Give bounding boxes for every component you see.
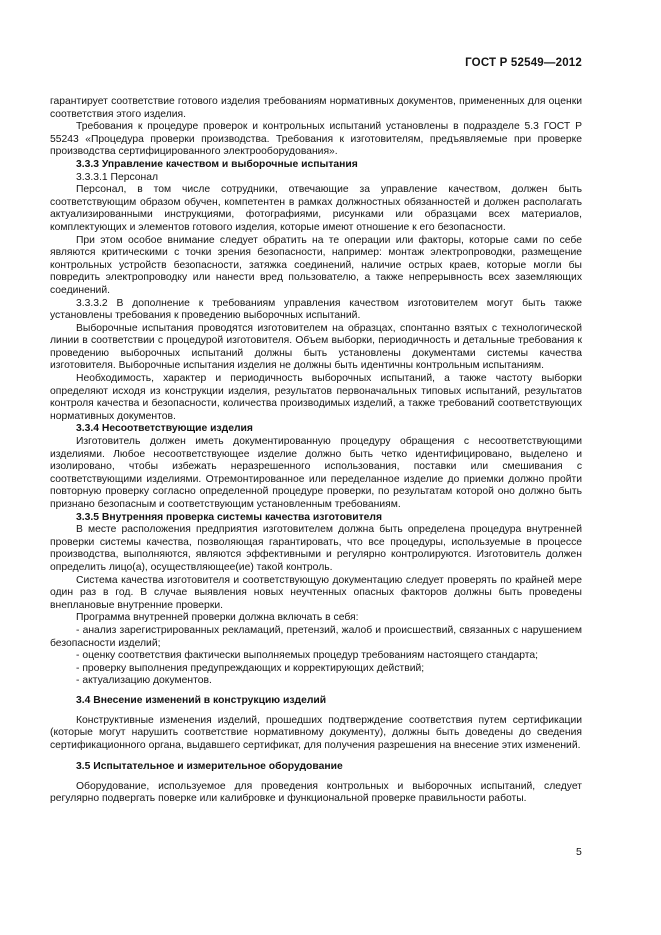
paragraph: гарантирует соответствие готового изделия требованиям нормативных документов, примененных для оценки соответствия этого изделия. (50, 96, 582, 120)
section-heading: 3.4 Внесение изменений в конструкцию изделий (76, 694, 327, 706)
paragraph: Выборочные испытания проводятся изготовителем на образцах, спонтанно взятых с технологической линии в соответствии с процедурой изготовителя. Объем выборки, периодичность и детальные требования к проведению выборочных испытаний должны быть установлены документами системы качества изготовителя. Выборочные испытания изделия не должны быть идентичны контрольным испытаниям. (50, 322, 582, 372)
list-item: - оценку соответствия фактически выполняемых процедур требованиям настоящего стандарта; (76, 650, 538, 662)
page-number: 5 (576, 846, 582, 858)
section-heading: 3.5 Испытательное и измерительное оборудование (76, 761, 343, 773)
paragraph: Система качества изготовителя и соответствующую документацию следует проверять по крайней мере один раз в год. В случае выявления новых неучтенных опасных факторов должны быть проведены внеплановые внутренние проверки. (50, 574, 582, 611)
paragraph: В месте расположения предприятия изготовителем должна быть определена процедура внутренней проверки системы качества, позволяющая гарантировать, что все процедуры, используемые в процессе производства, выполняются, являются эффективными и регулярно контролируются. Изготовитель должен определить лицо(а), осуществляющее(ие) такой контроль. (50, 524, 582, 573)
paragraph: Персонал, в том числе сотрудники, отвечающие за управление качеством, должен быть соответствующим образом обучен, компетентен в рамках должностных обязанностей и должен располагать актуализированными инструкциями, фотографиями, рисунками или образцами всех материалов, комплектующих и элементов готового изделия, которые имеют отношение к его безопасности. (50, 184, 582, 233)
paragraph: Изготовитель должен иметь документированную процедуру обращения с несоответствующими изделиями. Любое несоответствующее изделие должно быть четко идентифицировано, выделено и изолировано, чтобы избежать неразрешенного использования, поставки или смешивания с соответствующими изделиями. Отремонтированное или переделанное изделие до приемки должно пройти повторную проверку согласно определенной процедуре проверки, по результатам которой оно должно быть признано безопасным и соответствующим установленным требованиям. (50, 436, 582, 510)
paragraph: Конструктивные изменения изделий, прошедших подтверждение соответствия путем сертификации (которые могут нарушить соответствие нормативному документу), должны быть доведены до сведения сертификационного органа, выдавшего сертификат, для получения разрешения на внесение этих изменений. (50, 714, 582, 751)
paragraph: Требования к процедуре проверок и контрольных испытаний установлены в подразделе 5.3 ГОСТ Р 55243 «Процедура проверки производства. Требования к изготовителям, предъявляемые при проверке производства сертифицированного электрооборудования». (50, 121, 582, 158)
section-heading: 3.3.3 Управление качеством и выборочные испытания (76, 158, 358, 170)
paragraph: Оборудование, используемое для проведения контрольных и выборочных испытаний, следует регулярно подвергать поверке или калибровке и функциональной проверке правильности работы. (50, 780, 582, 805)
paragraph: 3.3.3.2 В дополнение к требованиям управления качеством изготовителем могут быть также установлены требования к проведению выборочных испытаний. (50, 297, 582, 322)
list-item: - анализ зарегистрированных рекламаций, претензий, жалоб и происшествий, связанных с нарушением безопасности изделий; (50, 624, 582, 649)
list-item: - проверку выполнения предупреждающих и корректирующих действий; (76, 662, 425, 674)
document-header: ГОСТ Р 52549—2012 (465, 57, 582, 69)
paragraph: Программа внутренней проверки должна включать в себя: (76, 612, 359, 624)
paragraph: Необходимость, характер и периодичность выборочных испытаний, а также частоту выборки определяют исходя из конструкции изделия, результатов первоначальных типовых испытаний, результатов контроля качества и безопасности, количества производимых изделий, а также требований соответствующих нормативных документов. (50, 373, 582, 422)
page-body (50, 96, 582, 806)
section-heading: 3.3.5 Внутренняя проверка системы качества изготовителя (76, 511, 383, 523)
subsection-label: 3.3.3.1 Персонал (76, 171, 158, 183)
list-item: - актуализацию документов. (76, 675, 212, 687)
section-heading: 3.3.4 Несоответствующие изделия (76, 423, 253, 435)
paragraph: При этом особое внимание следует обратить на те операции или факторы, которые сами по себе являются критическими с точки зрения безопасности, например: монтаж электропроводки, размещение контрольных устройств безопасности, затяжка соединений, наличие острых краев, которые могли бы повредить электропроводку или нанести вред пользователю, а также непрерывность всех заземляющих соединений. (50, 234, 582, 296)
